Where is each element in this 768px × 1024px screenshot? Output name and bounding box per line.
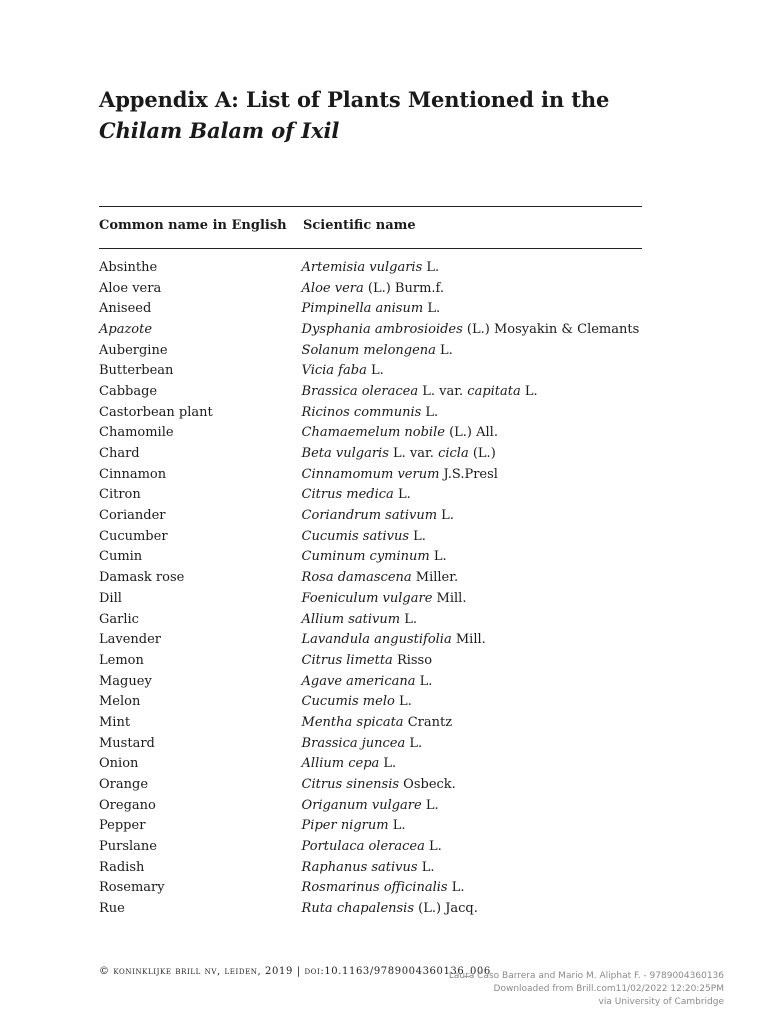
scientific-name-cell bbox=[302, 487, 659, 502]
table-row bbox=[99, 278, 659, 299]
table-row bbox=[99, 588, 659, 609]
scientific-name-author-part: Crantz bbox=[403, 714, 453, 730]
scientific-name-author-part: L. bbox=[379, 756, 397, 772]
scientific-name-cell bbox=[302, 591, 659, 606]
common-name-cell: Mustard bbox=[99, 735, 155, 751]
scientific-name-italic-part: capitata bbox=[467, 383, 521, 399]
scientific-name-author-part: L. bbox=[421, 404, 439, 420]
scientific-name-author-part: L. bbox=[366, 363, 384, 379]
scientific-name-cell bbox=[302, 343, 659, 358]
scientific-name-italic-part: Cucumis sativus bbox=[301, 528, 409, 544]
watermark-line-via: via University of Cambridge bbox=[598, 997, 724, 1007]
table-row bbox=[99, 257, 659, 278]
scientific-name-italic-part: Citrus medica bbox=[301, 487, 394, 503]
table-row bbox=[99, 836, 659, 857]
scientific-name-cell bbox=[302, 405, 659, 420]
scientific-name-cell bbox=[302, 446, 659, 461]
scientific-name-italic-part: Allium cepa bbox=[301, 756, 380, 772]
scientific-name-italic-part: Pimpinella anisum bbox=[301, 301, 424, 317]
common-name-cell: Aubergine bbox=[99, 342, 168, 358]
scientific-name-author-part: L. bbox=[400, 611, 417, 627]
scientific-name-cell bbox=[302, 301, 659, 316]
scientific-name-author-part: L. bbox=[423, 301, 441, 317]
scientific-name-author-part: L. bbox=[409, 528, 426, 544]
scientific-name-cell bbox=[302, 570, 659, 585]
scientific-name-author-part: L. bbox=[435, 342, 453, 358]
common-name-cell: Purslane bbox=[99, 839, 157, 855]
scientific-name-author-part: L. bbox=[388, 818, 406, 834]
scientific-name-italic-part: Artemisia vulgaris bbox=[301, 259, 423, 275]
common-name-cell: Damask rose bbox=[99, 570, 185, 586]
table-row bbox=[99, 816, 659, 837]
copyright-footer bbox=[99, 966, 491, 977]
scientific-name-cell bbox=[302, 260, 659, 275]
common-name-cell: Dill bbox=[99, 590, 122, 606]
scientific-name-cell bbox=[302, 529, 659, 544]
scientific-name-cell bbox=[302, 384, 659, 399]
scientific-name-author-part: L. bbox=[393, 487, 411, 503]
common-name-cell: Lavender bbox=[99, 632, 162, 648]
title-italic-text: Chilam Balam of Ixil bbox=[99, 118, 340, 143]
scientific-name-italic-part: Cuminum cyminum bbox=[301, 549, 430, 565]
scientific-name-italic-part: Portulaca oleracea bbox=[301, 839, 425, 855]
title-text: Appendix A: List of Plants Mentioned in the bbox=[99, 87, 610, 112]
table-top-rule bbox=[99, 206, 642, 207]
scientific-name-italic-part: Ruta chapalensis bbox=[301, 901, 415, 917]
common-name-cell: Butterbean bbox=[99, 363, 174, 379]
common-name-cell: Garlic bbox=[99, 611, 139, 627]
table-row bbox=[99, 319, 659, 340]
table-row bbox=[99, 567, 659, 588]
scientific-name-cell bbox=[302, 425, 659, 440]
table-row bbox=[99, 485, 659, 506]
table-row bbox=[99, 795, 659, 816]
table-row bbox=[99, 547, 659, 568]
table-row bbox=[99, 712, 659, 733]
scientific-name-author-part: L. bbox=[447, 880, 465, 896]
column-header-scientific-name: Scientific name bbox=[303, 218, 416, 233]
table-row bbox=[99, 733, 659, 754]
common-name-cell: Chard bbox=[99, 446, 140, 462]
scientific-name-cell bbox=[302, 777, 659, 792]
scientific-name-italic-part: Foeniculum vulgare bbox=[301, 590, 433, 606]
scientific-name-italic-part: cicla bbox=[438, 446, 469, 462]
copyright-text: © koninklijke brill nv, leiden, 2019 | doi:10.1163/9789004360136_006 bbox=[99, 966, 491, 977]
scientific-name-author-part: L. bbox=[394, 694, 412, 710]
scientific-name-italic-part: Brassica juncea bbox=[301, 735, 406, 751]
common-name-cell: Coriander bbox=[99, 508, 166, 524]
common-name-cell: Absinthe bbox=[99, 259, 158, 275]
scientific-name-italic-part: Solanum melongena bbox=[301, 342, 436, 358]
scientific-name-italic-part: Aloe vera bbox=[301, 280, 364, 296]
scientific-name-italic-part: Allium sativum bbox=[301, 611, 401, 627]
scientific-name-cell bbox=[302, 612, 659, 627]
scientific-name-author-part: L. bbox=[421, 797, 439, 813]
common-name-cell: Lemon bbox=[99, 652, 144, 668]
table-row bbox=[99, 340, 659, 361]
scientific-name-author-part: L. bbox=[417, 859, 435, 875]
table-row bbox=[99, 464, 659, 485]
scientific-name-cell bbox=[302, 281, 659, 296]
scientific-name-italic-part: Agave americana bbox=[301, 673, 416, 689]
common-name-cell: Aloe vera bbox=[99, 280, 162, 296]
watermark-line-authors: Laura Caso Barrera and Mario M. Aliphat F. - 9789004360136 bbox=[448, 971, 724, 981]
table-row bbox=[99, 691, 659, 712]
scientific-name-cell bbox=[302, 736, 659, 751]
scientific-name-author-part: Mill. bbox=[451, 632, 486, 648]
common-name-cell: Cabbage bbox=[99, 383, 158, 399]
scientific-name-italic-part: Citrus limetta bbox=[301, 652, 393, 668]
scientific-name-cell bbox=[302, 798, 659, 813]
scientific-name-italic-part: Cucumis melo bbox=[301, 694, 395, 710]
common-name-cell: Cumin bbox=[99, 549, 143, 565]
table-row bbox=[99, 423, 659, 444]
common-name-cell: Radish bbox=[99, 859, 145, 875]
common-name-cell: Pepper bbox=[99, 818, 146, 834]
scientific-name-italic-part: Mentha spicata bbox=[301, 714, 404, 730]
scientific-name-author-part: L. bbox=[415, 673, 433, 689]
scientific-name-cell bbox=[302, 694, 659, 709]
common-name-cell: Cinnamon bbox=[99, 466, 167, 482]
common-name-cell: Oregano bbox=[99, 797, 156, 813]
scientific-name-italic-part: Chamaemelum nobile bbox=[301, 425, 445, 441]
table-row bbox=[99, 443, 659, 464]
scientific-name-cell bbox=[302, 715, 659, 730]
scientific-name-author-part: L. bbox=[405, 735, 423, 751]
download-watermark bbox=[449, 970, 724, 1009]
table-header-rule bbox=[99, 248, 642, 249]
table-row bbox=[99, 402, 659, 423]
table-row bbox=[99, 629, 659, 650]
scientific-name-author-part: (L.) bbox=[468, 446, 496, 462]
scientific-name-author-part: J.S.Presl bbox=[439, 466, 498, 482]
scientific-name-italic-part: Cinnamomum verum bbox=[301, 466, 440, 482]
watermark-line-download: Downloaded from Brill.com11/02/2022 12:20:25PM bbox=[493, 984, 724, 994]
table-row bbox=[99, 878, 659, 899]
scientific-name-cell bbox=[302, 674, 659, 689]
table-row bbox=[99, 505, 659, 526]
common-name-cell: Chamomile bbox=[99, 425, 174, 441]
scientific-name-author-part: Mill. bbox=[432, 590, 467, 606]
scientific-name-author-part: L. bbox=[424, 839, 442, 855]
table-row bbox=[99, 898, 659, 919]
table-row bbox=[99, 650, 659, 671]
scientific-name-author-part: (L.) All. bbox=[444, 425, 498, 441]
plant-table-body bbox=[99, 257, 659, 919]
scientific-name-italic-part: Rosa damascena bbox=[301, 570, 412, 586]
table-row bbox=[99, 671, 659, 692]
page-title bbox=[99, 84, 699, 146]
scientific-name-author-part: L. bbox=[429, 549, 447, 565]
scientific-name-italic-part: Origanum vulgare bbox=[301, 797, 422, 813]
scientific-name-italic-part: Brassica oleracea bbox=[301, 383, 419, 399]
common-name-cell: Orange bbox=[99, 777, 149, 793]
scientific-name-italic-part: Vicia faba bbox=[301, 363, 367, 379]
scientific-name-italic-part: Lavandula angustifolia bbox=[301, 632, 452, 648]
scientific-name-cell bbox=[302, 860, 659, 875]
scientific-name-author-part: (L.) Jacq. bbox=[414, 901, 478, 917]
scientific-name-cell bbox=[302, 363, 659, 378]
common-name-cell: Castorbean plant bbox=[99, 404, 213, 420]
common-name-cell: Rue bbox=[99, 901, 125, 917]
common-name-cell: Rosemary bbox=[99, 880, 165, 896]
table-row bbox=[99, 360, 659, 381]
scientific-name-author-part: L. var. bbox=[418, 383, 468, 399]
scientific-name-cell bbox=[302, 632, 659, 647]
scientific-name-author-part: L. var. bbox=[388, 446, 439, 462]
scientific-name-author-part: (L.) Burm.f. bbox=[363, 280, 445, 296]
common-name-cell: Onion bbox=[99, 756, 139, 772]
table-row bbox=[99, 298, 659, 319]
common-name-cell: Maguey bbox=[99, 673, 152, 689]
scientific-name-italic-part: Dysphania ambrosioides bbox=[301, 321, 463, 337]
scientific-name-cell bbox=[302, 839, 659, 854]
common-name-cell: Cucumber bbox=[99, 528, 168, 544]
table-row bbox=[99, 857, 659, 878]
common-name-cell: Apazote bbox=[99, 321, 153, 337]
scientific-name-author-part: L. bbox=[437, 508, 454, 524]
scientific-name-italic-part: Ricinos communis bbox=[301, 404, 422, 420]
common-name-cell: Citron bbox=[99, 487, 141, 503]
column-header-common-name: Common name in English bbox=[99, 218, 287, 233]
scientific-name-italic-part: Raphanus sativus bbox=[301, 859, 418, 875]
scientific-name-cell bbox=[302, 880, 659, 895]
scientific-name-italic-part: Rosmarinus officinalis bbox=[301, 880, 448, 896]
common-name-cell: Melon bbox=[99, 694, 141, 710]
scientific-name-cell bbox=[302, 756, 659, 771]
scientific-name-author-part: (L.) Mosyakin & Clemants bbox=[462, 321, 640, 337]
scientific-name-author-part: L. bbox=[520, 383, 538, 399]
scientific-name-cell bbox=[302, 549, 659, 564]
scientific-name-italic-part: Coriandrum sativum bbox=[301, 508, 438, 524]
scientific-name-cell bbox=[302, 653, 659, 668]
scientific-name-italic-part: Beta vulgaris bbox=[301, 446, 389, 462]
common-name-cell: Aniseed bbox=[99, 301, 152, 317]
scientific-name-italic-part: Piper nigrum bbox=[301, 818, 389, 834]
scientific-name-cell bbox=[302, 901, 659, 916]
table-row bbox=[99, 774, 659, 795]
scientific-name-cell bbox=[302, 818, 659, 833]
scientific-name-cell bbox=[302, 322, 659, 337]
table-row bbox=[99, 526, 659, 547]
table-row bbox=[99, 754, 659, 775]
scientific-name-cell bbox=[302, 467, 659, 482]
scientific-name-cell bbox=[302, 508, 659, 523]
scientific-name-author-part: L. bbox=[422, 259, 440, 275]
table-row bbox=[99, 609, 659, 630]
scientific-name-author-part: Risso bbox=[392, 652, 433, 668]
common-name-cell: Mint bbox=[99, 714, 131, 730]
scientific-name-italic-part: Citrus sinensis bbox=[301, 777, 400, 793]
scientific-name-author-part: Osbeck. bbox=[399, 777, 456, 793]
scientific-name-author-part: Miller. bbox=[411, 570, 459, 586]
table-row bbox=[99, 381, 659, 402]
